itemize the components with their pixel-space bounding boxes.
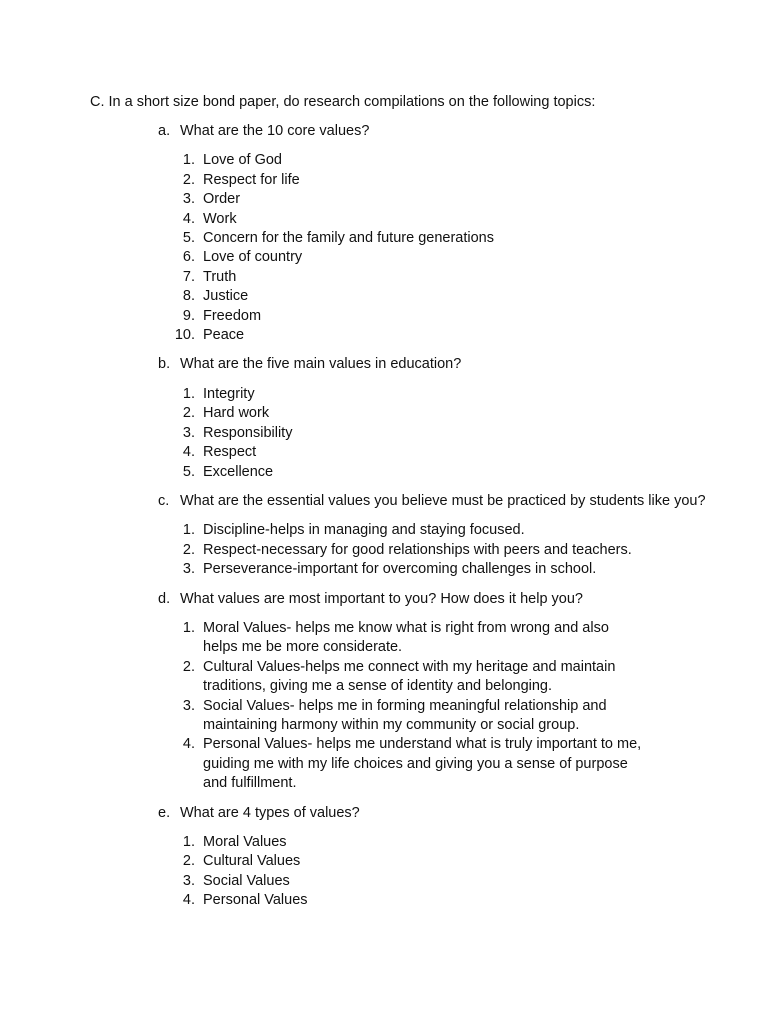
item-text: Truth [203, 268, 237, 285]
item-number: 5. [182, 463, 195, 480]
item-number: 4. [182, 892, 195, 909]
list-item [158, 171, 718, 190]
item-text: Respect [203, 444, 257, 461]
item-number: 5. [182, 230, 195, 247]
section-a [158, 122, 718, 345]
item-text: Respect for life [203, 171, 300, 188]
item-text: Peace [203, 327, 245, 344]
item-number: 10. [174, 327, 195, 344]
question [158, 122, 718, 141]
item-number: 1. [182, 834, 195, 850]
list-item [158, 619, 718, 658]
list-item [158, 229, 718, 248]
list-item [158, 326, 718, 345]
item-text: Cultural Values [203, 853, 301, 870]
question-letter: c. [158, 492, 170, 509]
item-text: Order [203, 191, 241, 208]
item-text: Cultural Values-helps me connect with my heritage and maintain traditions, giving me a sense of identity and belonging. [203, 658, 616, 695]
item-text: Concern for the family and future generations [203, 230, 494, 247]
item-number: 9. [182, 307, 195, 324]
list-item [158, 521, 718, 540]
list-item [158, 852, 718, 871]
list-item [158, 404, 718, 423]
list-item [158, 735, 718, 793]
item-number: 4. [182, 210, 195, 227]
question-sections [158, 122, 718, 921]
item-number: 3. [182, 872, 195, 889]
list-item [158, 190, 718, 209]
item-number: 4. [182, 736, 195, 753]
item-text: Responsibility [203, 424, 293, 441]
question-text: What are the 10 core values? [180, 123, 370, 139]
item-text: Moral Values [203, 834, 287, 850]
item-text: Respect-necessary for good relationships with peers and teachers. [203, 541, 632, 558]
item-text: Personal Values [203, 892, 308, 909]
item-number: 6. [182, 249, 195, 266]
list-item [158, 443, 718, 462]
item-text: Hard work [203, 405, 270, 422]
section-c [158, 492, 718, 580]
item-number: 4. [182, 444, 195, 461]
item-text: Love of country [203, 249, 303, 266]
question-letter: e. [158, 804, 171, 821]
question-text: What are 4 types of values? [180, 804, 360, 821]
list-item [158, 248, 718, 267]
item-number: 3. [182, 697, 195, 714]
answer-list [158, 521, 718, 579]
answer-list [158, 619, 718, 794]
question-text: What are the essential values you believe must be practiced by students like you? [180, 492, 706, 509]
list-item [158, 424, 718, 443]
question-letter: b. [158, 356, 171, 373]
item-number: 8. [182, 288, 195, 305]
list-item [158, 872, 718, 891]
item-number: 2. [182, 405, 195, 422]
item-number: 1. [182, 522, 195, 539]
list-item [158, 541, 718, 560]
list-item [158, 697, 718, 736]
item-text: Excellence [203, 463, 274, 480]
list-item [158, 833, 718, 852]
item-text: Work [203, 210, 237, 227]
item-text: Discipline-helps in managing and staying focused. [203, 522, 525, 539]
list-item [158, 385, 718, 404]
item-number: 1. [182, 152, 195, 169]
section-e [158, 804, 718, 911]
item-number: 2. [182, 171, 195, 188]
item-text: Justice [203, 288, 249, 305]
section-b [158, 355, 718, 481]
question [158, 355, 718, 374]
question-letter: a. [158, 123, 171, 139]
item-text: Moral Values- helps me know what is right from wrong and also helps me be more considerate. [203, 619, 609, 656]
list-item [158, 151, 718, 170]
item-number: 2. [182, 853, 195, 870]
item-number: 1. [182, 385, 195, 402]
item-number: 2. [182, 541, 195, 558]
question [158, 804, 718, 823]
item-text: Social Values- helps me in forming meaningful relationship and maintaining harmony within my community or social group. [203, 697, 607, 733]
question-text: What are the five main values in education? [180, 356, 462, 373]
list-item [158, 658, 718, 697]
instruction-heading: C. In a short size bond paper, do research compilations on the following topics: [90, 94, 596, 110]
question [158, 492, 718, 511]
item-number: 7. [182, 268, 195, 285]
question [158, 590, 718, 609]
item-number: 3. [182, 424, 195, 441]
question-letter: d. [158, 590, 171, 607]
answer-list [158, 151, 718, 345]
item-number: 3. [182, 191, 195, 208]
item-text: Freedom [203, 307, 262, 324]
list-item [158, 287, 718, 306]
item-text: Perseverance-important for overcoming challenges in school. [203, 561, 597, 578]
item-text: Love of God [203, 152, 282, 169]
item-text: Integrity [203, 385, 255, 402]
list-item [158, 307, 718, 326]
answer-list [158, 385, 718, 482]
item-number: 3. [182, 561, 195, 578]
section-d [158, 590, 718, 794]
item-number: 1. [182, 619, 195, 636]
list-item [158, 268, 718, 287]
list-item [158, 891, 718, 910]
list-item [158, 463, 718, 482]
item-number: 2. [182, 658, 195, 675]
list-item [158, 210, 718, 229]
item-text: Personal Values- helps me understand what is truly important to me, guiding me with my life choices and giving you a sense of purpose and fulfillment. [203, 736, 642, 792]
answer-list [158, 833, 718, 911]
item-text: Social Values [203, 872, 290, 889]
question-text: What values are most important to you? How does it help you? [180, 590, 583, 607]
list-item [158, 560, 718, 579]
